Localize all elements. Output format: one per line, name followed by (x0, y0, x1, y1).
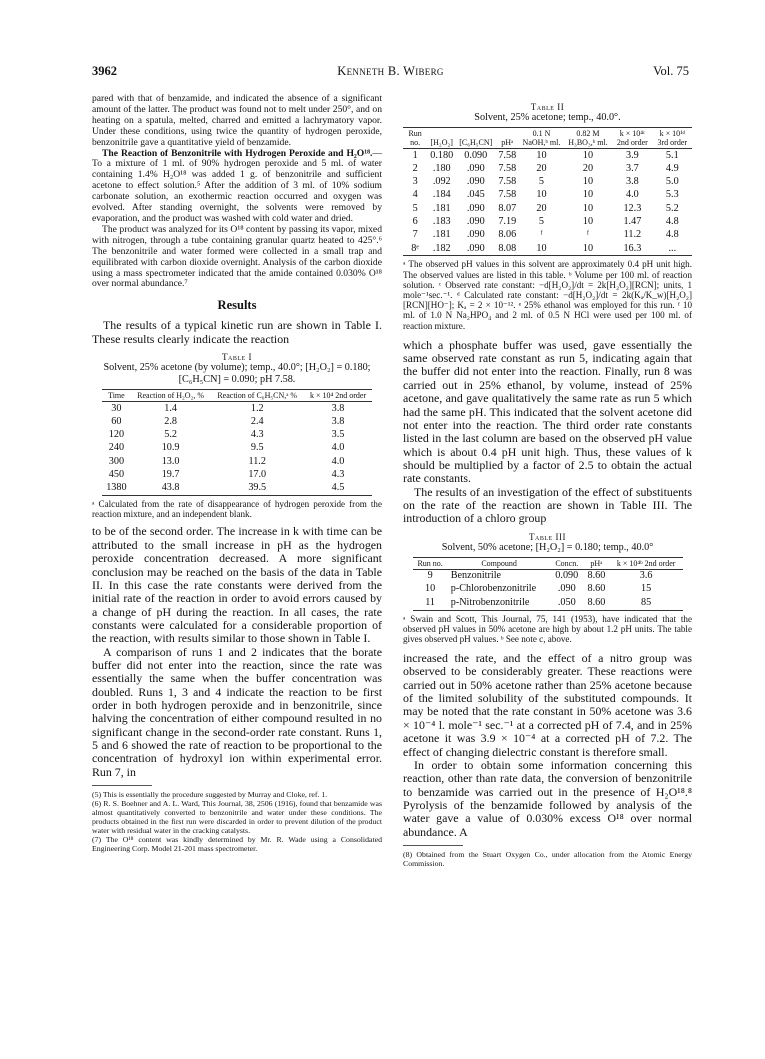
table-cell: 4.9 (665, 162, 679, 174)
data-table (413, 557, 683, 611)
table-cell: 3.6 (639, 570, 653, 582)
table-cell: 7 (412, 229, 418, 241)
table-cell: 0.090 (555, 570, 579, 582)
paragraph: A comparison of runs 1 and 2 indicates that the borate buffer did not enter into the reaction, since the rate was essentially the same when the buffer concentration was doubled. Runs 1, 3 and 4 indicate the reaction to be first order in both hydrogen peroxide and in benzonitrile, since halving the concentration of either compound resulted in no significant change in the second-order rate constant. Runs 1, 5 and 6 showed the rate of reaction to be proportional to the concentration of hydroxyl ion within experimental error. Run 7, in (92, 644, 382, 779)
table-cell: 5 (538, 176, 544, 188)
table-note: ᵃ Calculated from the rate of disappearance of hydrogen peroxide from the reaction mixture, and an independent blank. (92, 499, 382, 520)
table-cell: 0.180 (430, 149, 454, 161)
table-cell: .183 (432, 215, 451, 227)
table-cell: .092 (432, 176, 451, 188)
table-cell: 2.4 (250, 415, 264, 427)
table-cell: .090 (466, 215, 485, 227)
table-cell: 12.3 (623, 202, 642, 214)
table-cell: 11 (413, 596, 448, 610)
table-cell: 4.0 (331, 455, 345, 467)
table-cell: .090 (466, 162, 485, 174)
table-cell: 20 (536, 202, 547, 214)
table-cell: 4 (412, 189, 418, 201)
footnote-rule (92, 785, 152, 786)
table-cell: .181 (432, 229, 451, 241)
table-cell: 8.60 (583, 596, 610, 610)
table-cell: 3.7 (626, 162, 639, 174)
table-cell: .180 (432, 162, 451, 174)
table-cell: 300 (108, 455, 125, 467)
table-row (102, 482, 372, 496)
table-row (403, 176, 692, 189)
column-header: k × 10⁴ᶜ 2nd order (612, 128, 652, 149)
table-caption: Table III (529, 531, 566, 542)
table-cell: 4.3 (250, 429, 264, 441)
table-cell: 5.0 (665, 176, 679, 188)
table-cell: 8.06 (498, 229, 517, 241)
table-caption: Table I (222, 352, 252, 362)
table-cell: 5.2 (665, 202, 679, 214)
table-cell: 5.3 (665, 189, 679, 201)
table-cell: 5 (412, 202, 418, 214)
table-cell: 8.60 (587, 583, 606, 595)
table-cell: 5 (538, 215, 544, 227)
table-note: ᵃ Swain and Scott, This Journal, 75, 141 (1953), have indicated that the observed pH values in 50% acetone are high by about 1.2 pH units. The table gives observed pH values. ᵇ See note c, above. (403, 613, 692, 644)
table-cell: .181 (432, 202, 451, 214)
table-cell: 10 (425, 583, 436, 595)
table-row (403, 202, 692, 215)
running-header (92, 64, 689, 84)
table-cell: 13.0 (161, 455, 180, 467)
column-header: pHᵃ (583, 557, 610, 569)
table-cell: 1380 (102, 482, 131, 496)
running-author: Kenneth B. Wiberg (337, 64, 444, 78)
table-cell: ... (653, 242, 692, 256)
table-row (102, 429, 372, 442)
table-cell: 7.58 (498, 149, 517, 161)
table-row (413, 583, 683, 596)
column-header: Time (102, 390, 131, 402)
table-row (102, 455, 372, 468)
table-row (102, 442, 372, 455)
paragraph: increased the rate, and the effect of a nitro group was observed to be considerably greater. These reactions were carried out in 50% acetone rather than 25% acetone because of the limited solubility of the substituted compounds. It may be noted that the rate constant in 50% acetone was 3.6 × 10⁻⁴ l. mole⁻¹ sec.⁻¹ at a corrected pH of 7.4, and in 25% acetone it was 3.9 × 10⁻⁴ at a corrected pH of 7.2. The effect of changing dielectric constant is therefore small. (403, 651, 692, 759)
paragraph: to be of the second order. The increase in k with time can be attributed to the small increase in pH as the hydrogen peroxide concentration decreased. A more significant conclusion may be reached on the basis of the data in Table II. In this case the rate constants were derived from the initial rate of the reaction in order to avoid errors caused by a change of pH during the reaction. In all cases, the rate constants were calculated for a considerable proportion of the reaction, with results similar to those shown in Table I. (92, 524, 382, 646)
column-header: k × 10¹ᵈ 3rd order (653, 128, 692, 149)
column-header: Run no. (403, 128, 427, 149)
paragraph: The results of an investigation of the effect of substituents on the rate of the reaction are shown in Table III. The introduction of a chloro group (403, 484, 692, 526)
table-cell: 10 (582, 215, 594, 227)
column-header: Run no. (413, 557, 448, 569)
table-cell: 2.8 (164, 415, 177, 427)
table-cell: 4.5 (304, 482, 372, 496)
table-cell: 7.58 (498, 176, 517, 188)
table-cell: 30 (111, 402, 122, 414)
table-cell: 120 (108, 429, 125, 441)
column-header: [H₂O₂] (427, 128, 456, 149)
volume-label: Vol. 75 (653, 64, 689, 78)
table-row (403, 189, 692, 202)
table-cell: 20 (536, 162, 547, 174)
table-cell: ᶠ (540, 229, 543, 241)
table-cell: .090 (466, 229, 485, 241)
table-cell: 1.4 (164, 402, 177, 414)
table-cell: 3 (412, 176, 418, 188)
paragraph (92, 149, 382, 225)
table-cell: 3.5 (331, 429, 345, 441)
data-table (403, 127, 692, 256)
table-cell: 5.1 (665, 149, 679, 161)
table-cell: 19.7 (161, 468, 180, 480)
table-cell: .090 (456, 242, 495, 256)
table-cell: 16.3 (612, 242, 652, 256)
table-cell: .050 (551, 596, 584, 610)
table-cell: 1.2 (250, 402, 264, 414)
column-header: Reaction of H₂O₂, % (131, 390, 211, 402)
paragraph: The product was analyzed for its O¹⁸ content by passing its vapor, mixed with nitrogen, through a tube containing granular quartz heated to 425°.⁶ The benzonitrile and water formed were collected in a small trap and equilibrated with carbon dioxide overnight. Analysis of the carbon dioxide using a mass spectrometer indicated that the amide contained 0.030% O¹⁸ over normal abundance.⁷ (92, 223, 382, 290)
table-cell: .045 (466, 189, 485, 201)
paragraph: In order to obtain some information concerning this reaction, other than rate data, the conversion of benzonitrile to benzamide was carried out in the presence of H₂O¹⁸.⁸ Pyrolysis of the benzamide followed by analysis of the water gave a value of 0.030% excess O¹⁸ over normal abundance. A (403, 757, 692, 839)
table-cell: 6 (412, 215, 418, 227)
table-cell: 10 (582, 202, 594, 214)
footnote: (7) The O¹⁸ content was kindly determined by Mr. R. Wade using a Consolidated Engineering Corp. Model 21-201 mass spectrometer. (92, 835, 382, 854)
table-cell: 10 (564, 242, 612, 256)
column-header: Reaction of C₆H₅CN,ᵃ % (210, 390, 304, 402)
table-cell: 5.2 (164, 429, 177, 441)
table-row (403, 149, 692, 163)
table-cell: 15 (641, 583, 652, 595)
paragraph-text: —To a mixture of 1 ml. of 90% hydrogen peroxide and 5 ml. of water containing 1.4% H₂O¹⁸ was added 1 g. of benzonitrile and sufficient acetone to effect solution.⁵ After the addition of 3 ml. of 10% sodium carbonate solution, an exothermic reaction occurred and oxygen was evolved. After standing overnight, the solvents were removed by evaporation, and the product was washed with cold water and dried. (92, 147, 382, 224)
table-cell: 17.0 (248, 468, 267, 480)
table-row (403, 162, 692, 175)
column-header: [C₆H₅CN] (456, 128, 495, 149)
data-table (102, 389, 372, 496)
table-cell: 3.8 (331, 402, 345, 414)
table-cell: ᶠ (586, 229, 590, 241)
column-header: Compound (448, 557, 551, 569)
table-cell: 9.5 (250, 442, 264, 454)
table-cell: 11.2 (248, 455, 266, 467)
table-cell: .090 (466, 202, 485, 214)
table-subtitle: Solvent, 25% acetone; temp., 40.0°. (474, 112, 621, 123)
run-in-heading: The Reaction of Benzonitrile with Hydrogen Peroxide and H₂O¹⁸. (102, 147, 373, 159)
page-number: 3962 (92, 64, 117, 78)
table-cell: 3.8 (331, 415, 345, 427)
table-cell: 8.60 (587, 570, 606, 582)
table-cell: 4.0 (331, 442, 345, 454)
table-cell: Benzonitrile (450, 570, 502, 582)
column-header: k × 10⁴ 2nd order (304, 390, 372, 402)
table-row (102, 402, 372, 416)
table-cell: 43.8 (131, 482, 211, 496)
column-header: k × 10⁴ᵇ 2nd order (610, 557, 683, 569)
table-cell: .090 (557, 583, 576, 595)
table-subtitle: Solvent, 50% acetone; [H₂O₂] = 0.180; temp., 40.0° (441, 541, 654, 553)
table-cell: 10 (536, 189, 547, 201)
table-cell: 1.47 (623, 215, 642, 227)
right-column (403, 94, 692, 868)
table-cell: 8.07 (498, 202, 517, 214)
table-cell: .090 (466, 176, 485, 188)
table-cell: 85 (610, 596, 683, 610)
footnote: (5) This is essentially the procedure suggested by Murray and Cloke, ref. 1. (92, 790, 328, 800)
table-cell: 10 (536, 149, 547, 161)
table-cell: 10 (582, 189, 594, 201)
table-subtitle: Solvent, 25% acetone (by volume); temp., 40.0°; [H₂O₂] = 0.180; [C₆H₅CN] = 0.090; pH 7.58. (103, 362, 371, 385)
column-header: 0.82 M H₃BO₃,ᵇ ml. (564, 128, 612, 149)
table-cell: 9 (427, 570, 433, 582)
table-cell: p-Nitrobenzonitrile (448, 596, 551, 610)
table-row (403, 215, 692, 228)
table-cell: 450 (108, 468, 125, 480)
table-cell: 2 (412, 162, 418, 174)
table-cell: 11.2 (623, 229, 642, 241)
table-cell: 1 (412, 149, 418, 161)
paragraph: pared with that of benzamide, and indicated the absence of a significant amount of the latter. The product was found not to melt under 250°, and on heating on a spatula, melted, charred and emitted a lachrymatory vapor. Under these conditions, using twice the quantity of hydrogen peroxide, benzonitrile gave a quantitative yield of benzamide. (92, 93, 382, 148)
table-cell: 4.3 (331, 468, 345, 480)
table-cell: 10.9 (161, 442, 180, 454)
table-cell: 20 (582, 162, 594, 174)
table-cell: 0.090 (464, 149, 488, 161)
left-column (92, 94, 382, 853)
table-cell: 7.58 (498, 189, 517, 201)
table-cell: 3.9 (626, 149, 639, 161)
table-note: ᵃ The observed pH values in this solvent are approximately 0.4 pH unit high. The observed values are listed in this table. ᵇ Volume per 100 ml. of reaction solution. ᶜ Observed rate constant: −d[H₂O₂]/dt = 2k[H₂O₂][RCN]; units, 1 mole⁻¹sec.⁻¹. ᵈ Calculated rate constant: −d[H₂O₂]/dt = 2k(Kₐ/K_w)[H₂O₂][RCN][HO⁻]; Kₐ = 2 × 10⁻¹². ᵉ 25% ethanol was employed for this run. ᶠ 10 ml. of 1.0 N Na₂HPO₄ and 2 ml. of 0.5 N HCl were used per 100 ml. of reaction mixture. (403, 259, 692, 331)
table-row (102, 468, 372, 481)
table-cell: .184 (432, 189, 451, 201)
table-cell: 4.0 (626, 189, 639, 201)
table-cell: 10 (582, 149, 594, 161)
table-cell: .182 (427, 242, 456, 256)
table-cell: 3.8 (626, 176, 639, 188)
table-row (403, 242, 692, 256)
paragraph: The results of a typical kinetic run are shown in Table I. These results clearly indicate the reaction (92, 318, 382, 346)
footnote-rule (403, 845, 463, 846)
column-header: pHᵃ (495, 128, 519, 149)
table-cell: 10 (582, 176, 594, 188)
table-cell: 8.08 (495, 242, 519, 256)
table-cell: 7.19 (498, 215, 517, 227)
table-cell: 240 (108, 442, 125, 454)
table-cell: 10 (519, 242, 564, 256)
paragraph: which a phosphate buffer was used, gave essentially the same observed rate constant as run 5, indicating again that the buffer did not enter into the reaction. Finally, run 8 was carried out in 25% ethanol, by volume, instead of 25% acetone, and gave qualitatively the same rate as run 5 which had the same pH. This indicated that the solvent acetone did not enter into the reaction. The third order rate constants listed in the last column are based on the observed pH value which is about 0.4 pH unit high. Thus, these values of k should be multiplied by a factor of 2.5 to obtain the actual rate constants. (403, 337, 692, 486)
column-header: 0.1 N NaOH,ᵇ ml. (519, 128, 564, 149)
table-row (413, 596, 683, 610)
table-caption: Table II (530, 102, 565, 112)
footnote: (6) R. S. Boehner and A. L. Ward, This Journal, 38, 2506 (1916), found that benzamide was almost quantitatively converted to benzonitrile and water under these conditions. The products obtained in the first run were discarded in order to prevent dilution of the product water with residual water in the cracking catalysts. (92, 799, 382, 836)
table-cell: 39.5 (210, 482, 304, 496)
table-row (102, 415, 372, 428)
table-cell: 60 (111, 415, 122, 427)
column-header: Concn. (551, 557, 584, 569)
table-cell: p-Chlorobenzonitrile (450, 583, 537, 595)
table-cell: 7.58 (498, 162, 517, 174)
table-row (403, 229, 692, 242)
table-row (413, 569, 683, 583)
section-heading: Results (217, 298, 257, 313)
table-cell: 4.8 (665, 215, 679, 227)
footnote: (8) Obtained from the Stuart Oxygen Co., under allocation from the Atomic Energy Commission. (403, 849, 692, 868)
table-cell: 4.8 (665, 229, 679, 241)
table-cell: 8ᵉ (403, 242, 427, 256)
